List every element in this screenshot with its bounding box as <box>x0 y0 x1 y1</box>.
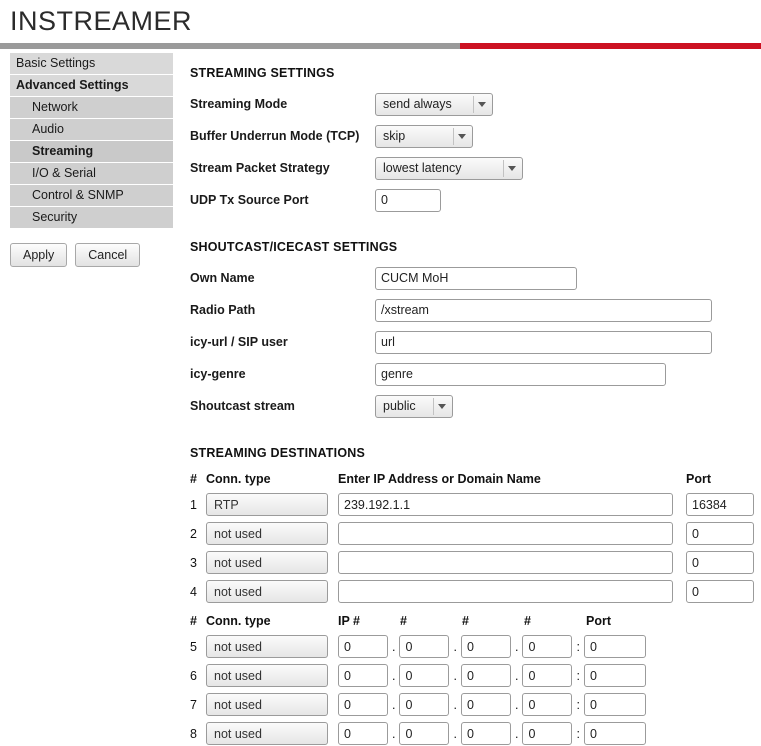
ip-separator: . <box>514 697 519 712</box>
ip-separator: . <box>453 726 457 741</box>
row-addr-cell <box>338 522 678 545</box>
packet-strategy-label: Stream Packet Strategy <box>190 161 330 175</box>
row-number: 7 <box>190 697 197 712</box>
table-row <box>190 661 755 690</box>
row-number: 6 <box>190 668 197 683</box>
divider <box>453 128 454 145</box>
ip-octet4-input[interactable] <box>522 635 572 658</box>
sidebar-item-advanced-settings[interactable] <box>10 75 173 97</box>
divider <box>473 96 474 113</box>
ip-separator: . <box>453 668 457 683</box>
sidebar-item-security[interactable] <box>10 207 173 229</box>
sidebar-item-label: Network <box>32 100 78 114</box>
ip-octet2-input[interactable] <box>399 664 449 687</box>
ip-octet1-input[interactable] <box>338 722 388 745</box>
col-header-octet2: # <box>400 614 407 628</box>
row-shoutcast-stream <box>190 390 755 422</box>
row-icy-url <box>190 326 755 358</box>
divider <box>433 398 434 415</box>
sidebar-buttons <box>10 243 173 267</box>
shoutcast-stream-select[interactable] <box>375 395 453 418</box>
ip-octet3-input[interactable] <box>461 635 511 658</box>
row-port-cell <box>686 493 756 516</box>
col-header-octet3: # <box>462 614 469 628</box>
sidebar-item-basic-settings[interactable] <box>10 53 173 75</box>
ip-separator: . <box>514 639 519 654</box>
row-number: 2 <box>190 526 197 541</box>
icy-url-label: icy-url / SIP user <box>190 335 288 349</box>
port-input[interactable] <box>686 551 754 574</box>
page-title: INSTREAMER <box>10 6 193 36</box>
table-row <box>190 690 755 719</box>
main-content <box>190 66 755 746</box>
row-icy-genre <box>190 358 755 390</box>
conn-type-value: not used <box>214 697 262 712</box>
conn-type-value: RTP <box>214 497 239 512</box>
conn-type-select[interactable] <box>206 693 328 716</box>
row-port-cell <box>686 580 756 603</box>
sidebar-item-streaming[interactable] <box>10 141 173 163</box>
conn-type-select[interactable] <box>206 493 328 516</box>
conn-type-select[interactable] <box>206 664 328 687</box>
row-number: 5 <box>190 639 197 654</box>
conn-type-value: not used <box>214 584 262 599</box>
row-type-cell <box>206 551 338 574</box>
radio-path-input[interactable] <box>375 299 712 322</box>
ip-octet2-input[interactable] <box>399 693 449 716</box>
conn-type-select[interactable] <box>206 551 328 574</box>
row-type-cell <box>206 722 338 745</box>
own-name-input[interactable] <box>375 267 577 290</box>
icy-url-input[interactable] <box>375 331 712 354</box>
table-row <box>190 577 755 606</box>
conn-type-value: not used <box>214 639 262 654</box>
row-port-cell <box>686 551 756 574</box>
col-header-port: Port <box>686 472 711 486</box>
col-header-ip: IP # <box>338 614 361 628</box>
buffer-underrun-select[interactable] <box>375 125 473 148</box>
row-addr-cell <box>338 580 678 603</box>
port-input[interactable] <box>584 664 646 687</box>
ip-separator: . <box>392 668 396 683</box>
streaming-mode-label: Streaming Mode <box>190 97 288 111</box>
row-radio-path <box>190 294 755 326</box>
conn-type-select[interactable] <box>206 635 328 658</box>
table-row <box>190 719 755 746</box>
row-type-cell <box>206 693 338 716</box>
ip-octet4-input[interactable] <box>522 722 572 745</box>
ip-octet4-input[interactable] <box>522 693 572 716</box>
sidebar-item-label: Audio <box>32 122 64 136</box>
ip-octet3-input[interactable] <box>461 693 511 716</box>
ip-octet4-input[interactable] <box>522 664 572 687</box>
shoutcast-stream-label: Shoutcast stream <box>190 399 295 413</box>
conn-type-value: not used <box>214 668 262 683</box>
sidebar-item-label: I/O & Serial <box>32 166 96 180</box>
port-separator: : <box>576 639 580 654</box>
header-bar <box>0 43 761 49</box>
ip-separator: . <box>392 697 396 712</box>
conn-type-select[interactable] <box>206 722 328 745</box>
port-input[interactable] <box>584 693 646 716</box>
sidebar-item-label: Advanced Settings <box>16 78 129 92</box>
row-addr-cell <box>338 551 678 574</box>
conn-type-select[interactable] <box>206 522 328 545</box>
chevron-down-icon <box>508 166 516 171</box>
table-row <box>190 548 755 577</box>
divider <box>503 160 504 177</box>
sidebar-item-label: Streaming <box>32 144 94 158</box>
chevron-down-icon <box>458 134 466 139</box>
ip-separator: . <box>392 639 396 654</box>
chevron-down-icon <box>478 102 486 107</box>
address-input[interactable] <box>338 580 673 603</box>
row-streaming-mode <box>190 88 755 120</box>
sidebar-item-audio[interactable] <box>10 119 173 141</box>
row-udp-tx-port <box>190 184 755 216</box>
icy-genre-input[interactable] <box>375 363 666 386</box>
col-header-port: Port <box>586 614 611 628</box>
streaming-settings-title: STREAMING SETTINGS <box>190 66 335 80</box>
table-row <box>190 519 755 548</box>
col-header-address: Enter IP Address or Domain Name <box>338 472 541 486</box>
table-row <box>190 490 755 519</box>
ip-separator: . <box>392 726 396 741</box>
row-buffer-underrun <box>190 120 755 152</box>
port-input[interactable] <box>686 522 754 545</box>
col-header-conn-type: Conn. type <box>206 472 271 486</box>
row-type-cell <box>206 664 338 687</box>
buffer-underrun-label: Buffer Underrun Mode (TCP) <box>190 129 360 143</box>
address-input[interactable] <box>338 493 673 516</box>
packet-strategy-select[interactable] <box>375 157 523 180</box>
port-input[interactable] <box>584 635 646 658</box>
apply-button[interactable]: Apply <box>10 243 67 267</box>
row-number: 3 <box>190 555 197 570</box>
table-row <box>190 632 755 661</box>
header-bar-accent <box>460 43 761 49</box>
ip-separator: . <box>514 726 519 741</box>
ip-octet1-input[interactable] <box>338 664 388 687</box>
col-header-octet4: # <box>524 614 531 628</box>
port-input[interactable] <box>686 580 754 603</box>
sidebar-item-control-snmp[interactable] <box>10 185 173 207</box>
port-separator: : <box>576 668 580 683</box>
ip-separator: . <box>514 668 519 683</box>
ip-octet3-input[interactable] <box>461 664 511 687</box>
row-own-name <box>190 262 755 294</box>
row-packet-strategy <box>190 152 755 184</box>
destinations-header-domain <box>190 468 755 490</box>
sidebar <box>10 53 173 267</box>
ip-octet1-input[interactable] <box>338 693 388 716</box>
port-input[interactable] <box>686 493 754 516</box>
shoutcast-stream-value: public <box>383 399 416 413</box>
sidebar-item-network[interactable] <box>10 97 173 119</box>
port-input[interactable] <box>584 722 646 745</box>
row-number: 1 <box>190 497 197 512</box>
address-input[interactable] <box>338 522 673 545</box>
row-port-cell <box>686 522 756 545</box>
row-type-cell <box>206 580 338 603</box>
buffer-underrun-value: skip <box>383 129 406 143</box>
conn-type-value: not used <box>214 726 262 741</box>
port-separator: : <box>576 726 580 741</box>
sidebar-item-label: Control & SNMP <box>32 188 124 202</box>
streaming-mode-select[interactable] <box>375 93 493 116</box>
row-type-cell <box>206 493 338 516</box>
col-header-num: # <box>190 472 197 486</box>
destinations-title: STREAMING DESTINATIONS <box>190 446 366 460</box>
conn-type-select[interactable] <box>206 580 328 603</box>
sidebar-item-label: Security <box>32 210 78 224</box>
ip-octet1-input[interactable] <box>338 635 388 658</box>
ip-octet2-input[interactable] <box>399 722 449 745</box>
streaming-mode-value: send always <box>383 97 452 111</box>
shoutcast-title: SHOUTCAST/ICECAST SETTINGS <box>190 240 398 254</box>
sidebar-item-io-serial[interactable] <box>10 163 173 185</box>
header-bar-grey <box>0 43 460 49</box>
sidebar-item-label: Basic Settings <box>16 56 96 70</box>
cancel-button[interactable]: Cancel <box>75 243 140 267</box>
address-input[interactable] <box>338 551 673 574</box>
ip-separator: . <box>453 697 457 712</box>
conn-type-value: not used <box>214 555 262 570</box>
udp-tx-port-label: UDP Tx Source Port <box>190 193 309 207</box>
row-number: 8 <box>190 726 197 741</box>
col-header-conn-type: Conn. type <box>206 614 271 628</box>
row-number: 4 <box>190 584 197 599</box>
ip-separator: . <box>453 639 457 654</box>
col-header-num: # <box>190 614 197 628</box>
row-addr-cell <box>338 493 678 516</box>
port-separator: : <box>576 697 580 712</box>
destinations-header-ip <box>190 610 755 632</box>
packet-strategy-value: lowest latency <box>383 161 462 175</box>
radio-path-label: Radio Path <box>190 303 256 317</box>
own-name-label: Own Name <box>190 271 255 285</box>
icy-genre-label: icy-genre <box>190 367 246 381</box>
ip-octet2-input[interactable] <box>399 635 449 658</box>
row-type-cell <box>206 522 338 545</box>
row-type-cell <box>206 635 338 658</box>
conn-type-value: not used <box>214 526 262 541</box>
udp-tx-port-input[interactable] <box>375 189 441 212</box>
chevron-down-icon <box>438 404 446 409</box>
ip-octet3-input[interactable] <box>461 722 511 745</box>
